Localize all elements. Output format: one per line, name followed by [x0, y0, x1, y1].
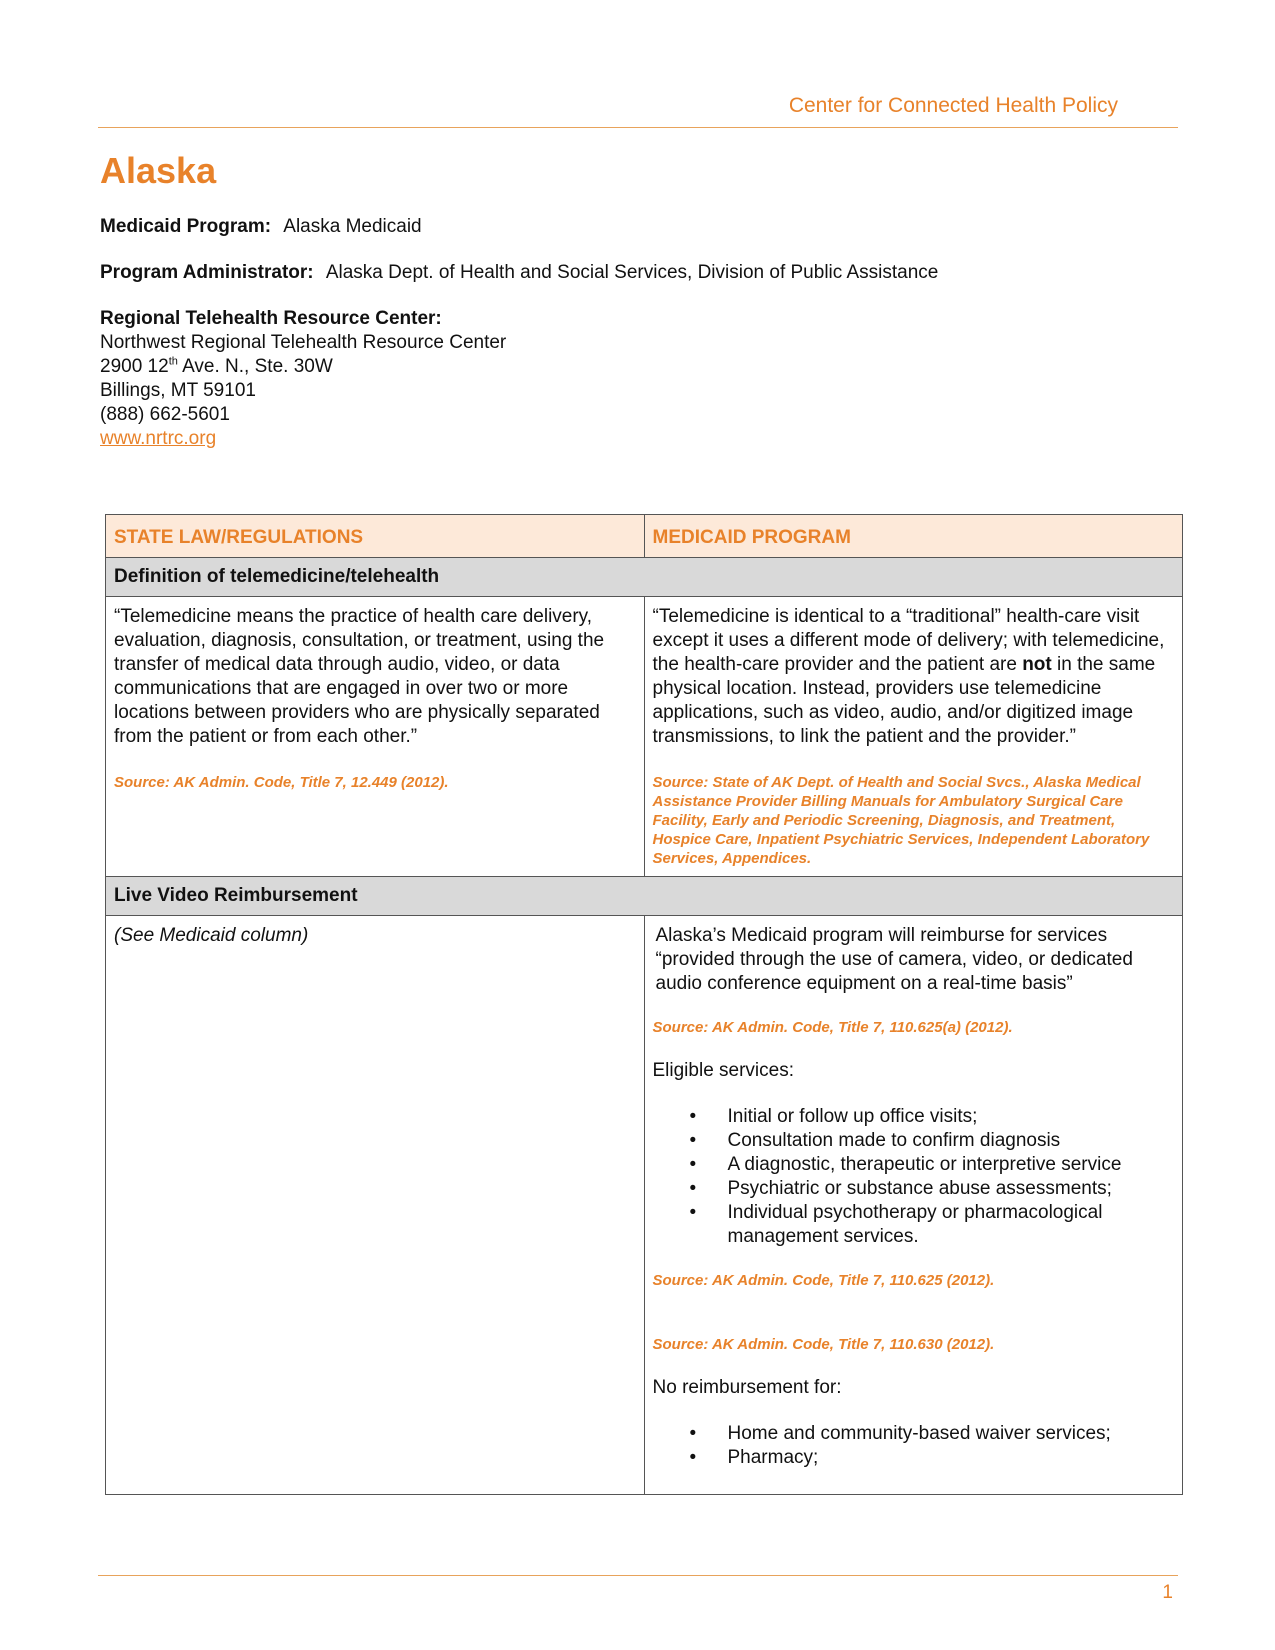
- page-number: 1: [1162, 1582, 1173, 1603]
- definition-medicaid-cell: [644, 597, 1183, 877]
- administrator-line: [100, 261, 938, 285]
- column-header-state: STATE LAW/REGULATIONS: [106, 515, 645, 558]
- live-video-source-2: Source: AK Admin. Code, Title 7, 110.625 (2012).: [652, 1272, 995, 1289]
- column-header-medicaid: MEDICAID PROGRAM: [644, 515, 1183, 558]
- section-header-definition: Definition of telemedicine/telehealth: [106, 558, 1183, 597]
- no-reimbursement-label: No reimbursement for:: [652, 1377, 842, 1398]
- page-title: Alaska: [100, 150, 217, 191]
- eligible-services-list: [653, 1105, 1175, 1249]
- no-reimbursement-list: [653, 1422, 1175, 1470]
- header-divider: [98, 127, 1178, 128]
- definition-state-text: “Telemedicine means the practice of health care delivery, evaluation, diagnosis, consultation, or treatment, using the transfer of medical data through audio, video, or data communications that are engaged in over two or more locations between providers who are physically separated from the patient or from each other.”: [114, 606, 605, 747]
- eligible-services-label: Eligible services:: [652, 1060, 794, 1081]
- live-video-source-3: Source: AK Admin. Code, Title 7, 110.630 (2012).: [652, 1336, 995, 1353]
- footer-divider: [98, 1575, 1178, 1576]
- live-video-state-cell: [106, 916, 645, 1495]
- rtrc-block: [100, 307, 506, 451]
- section-header-live-video: Live Video Reimbursement: [106, 877, 1183, 916]
- list-item: • Home and community-based waiver services;: [728, 1422, 1175, 1446]
- administrator-value: Alaska Dept. of Health and Social Services, Division of Public Assistance: [325, 262, 939, 283]
- definition-state-cell: [106, 597, 645, 877]
- rtrc-phone: (888) 662-5601: [100, 404, 230, 425]
- definition-state-source: Source: AK Admin. Code, Title 7, 12.449 (2012).: [114, 774, 449, 791]
- telehealth-policy-table: [105, 514, 1183, 1495]
- list-item: • Consultation made to confirm diagnosis: [728, 1129, 1175, 1153]
- list-item: • Individual psychotherapy or pharmacological management services.: [728, 1201, 1175, 1249]
- medicaid-program-value: Alaska Medicaid: [283, 216, 422, 237]
- live-video-medicaid-cell: [644, 916, 1183, 1495]
- rtrc-label: Regional Telehealth Resource Center:: [100, 308, 442, 329]
- rtrc-name: Northwest Regional Telehealth Resource Center: [100, 332, 507, 353]
- list-item: • Psychiatric or substance abuse assessments;: [728, 1177, 1175, 1201]
- definition-medicaid-source: Source: State of AK Dept. of Health and Social Svcs., Alaska Medical Assistance Provider Billing Manuals for Ambulatory Surgical Care Facility, Early and Periodic Screening, Diagnosis, and Treatment, Hospice Care, Inpatient Psychiatric Services, Independent Laboratory Services, Appendices.: [652, 774, 1150, 867]
- header-org: Center for Connected Health Policy: [788, 94, 1118, 117]
- live-video-source-1: Source: AK Admin. Code, Title 7, 110.625(a) (2012).: [652, 1019, 1013, 1036]
- rtrc-address: 2900 12th Ave. N., Ste. 30W: [100, 355, 333, 377]
- live-video-medicaid-text: Alaska’s Medicaid program will reimburse for services “provided through the use of camera, video, or dedicated audio conference equipment on a real-time basis”: [655, 925, 1133, 994]
- list-item: • Pharmacy;: [728, 1446, 1175, 1470]
- administrator-label: Program Administrator:: [100, 262, 314, 283]
- medicaid-program-line: [100, 215, 422, 239]
- rtrc-website-link[interactable]: www.nrtrc.org: [100, 428, 217, 449]
- live-video-state-text: (See Medicaid column): [114, 925, 309, 946]
- list-item: • A diagnostic, therapeutic or interpretive service: [728, 1153, 1175, 1177]
- list-item: • Initial or follow up office visits;: [728, 1105, 1175, 1129]
- rtrc-city: Billings, MT 59101: [100, 380, 256, 401]
- medicaid-program-label: Medicaid Program:: [100, 216, 272, 237]
- definition-medicaid-text: “Telemedicine is identical to a “traditional” health-care visit except it uses a different mode of delivery; with telemedicine, the health-care provider and the patient are not in the same physical location. Instead, providers use telemedicine applications, such as video, audio, and/or digitized image transmissions, to link the patient and the provider.”: [652, 606, 1165, 747]
